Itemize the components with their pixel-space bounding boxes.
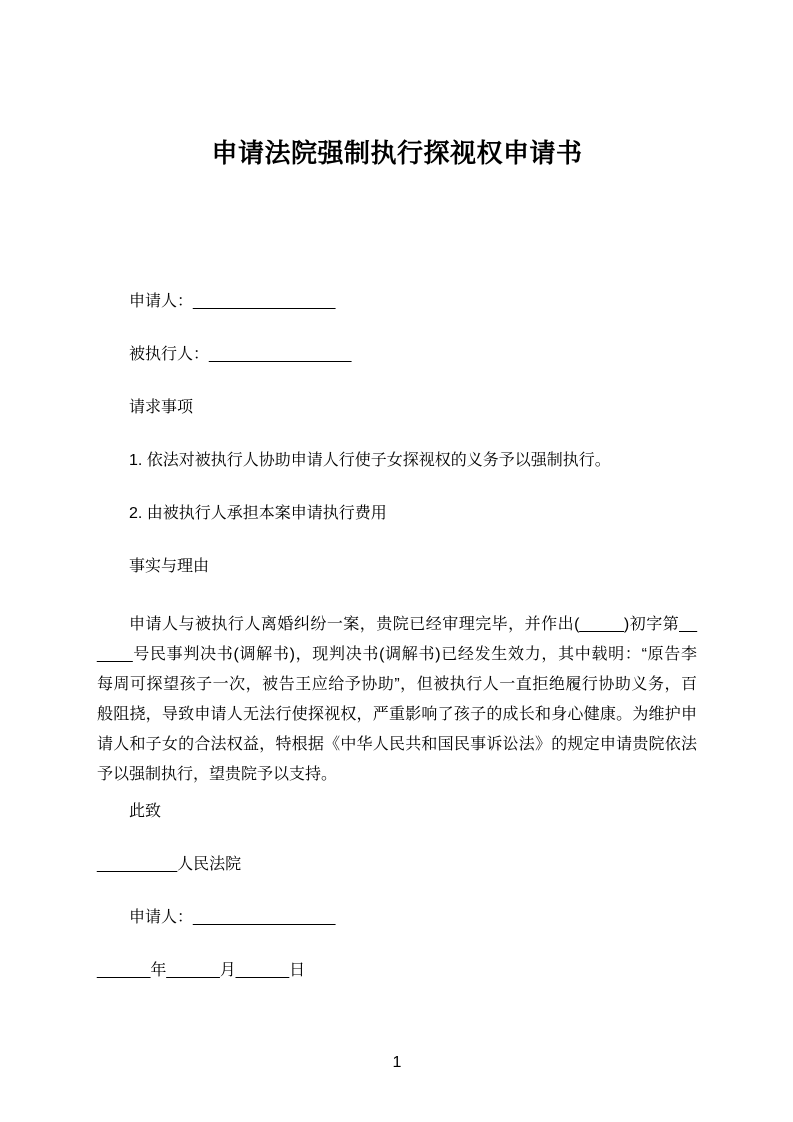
respondent-line: 被执行人：________________ (129, 346, 352, 363)
facts-paragraph (97, 610, 697, 790)
facts-paragraph-line: 申请人与被执行人离婚纠纷一案，贵院已经审理完毕，并作出(_____)初字第__ (129, 616, 697, 633)
date-line: ______年______月______日 (97, 962, 306, 979)
closing-salute: 此致 (129, 803, 162, 820)
applicant-line: 申请人：________________ (129, 293, 336, 310)
facts-paragraph-line: ____号民事判决书(调解书)，现判决书(调解书)已经发生效力，其中载明：“原告李 (97, 646, 697, 663)
facts-paragraph-line: 予以强制执行，望贵院予以支持。 (97, 766, 338, 783)
court-line: _________人民法院 (97, 856, 242, 873)
facts-paragraph-line: 般阻挠，导致申请人无法行使探视权，严重影响了孩子的成长和身心健康。为维护申 (97, 706, 697, 723)
request-item-1: 1. 依法对被执行人协助申请人行使子女探视权的义务予以强制执行。 (129, 452, 611, 469)
request-item-2: 2. 由被执行人承担本案申请执行费用 (129, 505, 387, 522)
document-title: 申请法院强制执行探视权申请书 (211, 138, 583, 168)
page-number: 1 (392, 1054, 402, 1071)
request-section-heading: 请求事项 (129, 399, 194, 416)
facts-paragraph-line: 请人和子女的合法权益，特根据《中华人民共和国民事诉讼法》的规定申请贵院依法 (97, 736, 697, 753)
facts-paragraph-line: 每周可探望孩子一次，被告王应给予协助”，但被执行人一直拒绝履行协助义务，百 (97, 676, 697, 693)
facts-section-heading: 事实与理由 (129, 558, 210, 575)
signature-line: 申请人：________________ (129, 909, 336, 926)
